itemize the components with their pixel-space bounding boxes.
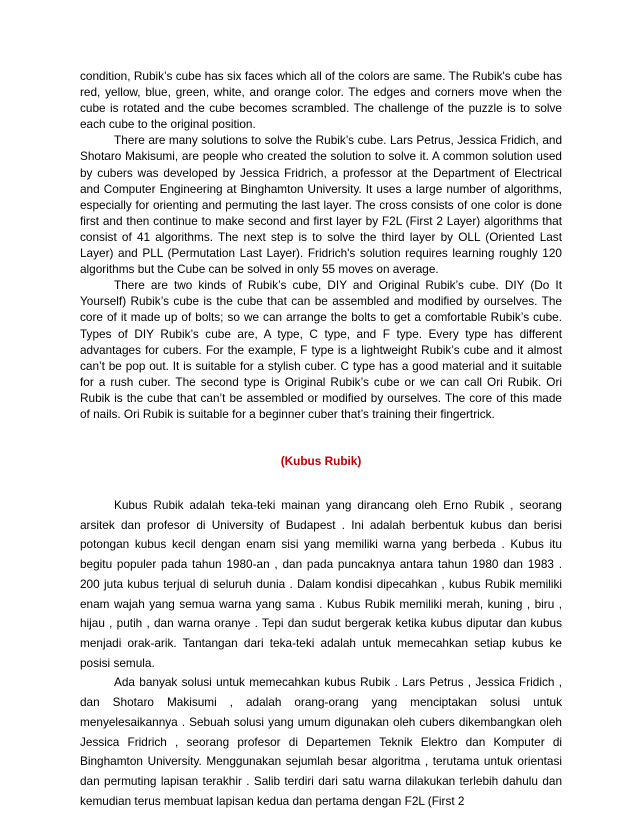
indonesian-section bbox=[80, 496, 562, 811]
document-page bbox=[80, 68, 562, 811]
english-paragraph-2: There are many solutions to solve the Rubik’s cube. Lars Petrus, Jessica Fridich, and Shotaro Makisumi, are people who created the solution to solve it. A common solution used by cubers was developed by Jessica Fridrich, a professor at the Department of Electrical and Computer Engineering at Binghamton University. It uses a large number of algorithms, especially for orienting and permuting the last layer. The cross consists of one color is done first and then continue to make second and first layer by F2L (First 2 Layer) algorithms that consist of 41 algorithms. The next step is to solve the third layer by OLL (Oriented Last Layer) and PLL (Permutation Last Layer). Fridrich's solution requires learning roughly 120 algorithms but the Cube can be solved in only 55 moves on average. bbox=[80, 133, 562, 277]
english-paragraph-3: There are two kinds of Rubik’s cube, DIY and Original Rubik’s cube. DIY (Do It Yourself) Rubik’s cube is the cube that can be assembled and modified by ourselves. The core of it made up of bolts; so we can arrange the bolts to get a comfortable Rubik’s cube. Types of DIY Rubik’s cube are, A type, C type, and F type. Every type has different advantages for cubers. For the example, F type is a lightweight Rubik’s cube and it almost can’t be pop out. It is suitable for a stylish cuber. C type has a good material and it suitable for a rush cuber. The second type is Original Rubik’s cube or we can call Ori Rubik. Ori Rubik is the cube that can’t be assembled or modified by ourselves. The core of this made of nails. Ori Rubik is suitable for a beginner cuber that’s training their fingertrick. bbox=[80, 278, 562, 421]
indonesian-paragraph-1: Kubus Rubik adalah teka-teki mainan yang dirancang oleh Erno Rubik , seorang arsitek dan profesor di University of Budapest . Ini adalah berbentuk kubus dan berisi potongan kubus kecil dengan enam sisi yang memiliki warna yang berbeda . Kubus itu begitu populer pada tahun 1980-an , dan pada puncaknya antara tahun 1980 dan 1983 . 200 juta kubus terjual di seluruh dunia . Dalam kondisi dipecahkan , kubus Rubik memiliki enam wajah yang semua warna yang sama . Kubus Rubik memiliki merah, kuning , biru , hijau , putih , dan warna oranye . Tepi dan sudut bergerak ketika kubus diputar dan kubus menjadi orak-arik. Tantangan dari teka-teki adalah untuk memecahkan setiap kubus ke posisi semula. bbox=[80, 498, 562, 670]
english-paragraph-1: condition, Rubik’s cube has six faces which all of the colors are same. The Rubik's cube has red, yellow, blue, green, white, and orange color. The edges and corners move when the cube is rotated and the cube becomes scrambled. The challenge of the puzzle is to solve each cube to the original position. bbox=[80, 69, 562, 132]
english-section bbox=[80, 68, 562, 422]
indonesian-paragraph-2: Ada banyak solusi untuk memecahkan kubus Rubik . Lars Petrus , Jessica Fridich , dan Shotaro Makisumi , adalah orang-orang yang menciptakan solusi untuk menyelesaikannya . Sebuah solusi yang umum digunakan oleh cubers dikembangkan oleh Jessica Fridrich , seorang profesor di Departemen Teknik Elektro dan Komputer di Binghamton University. Menggunakan sejumlah besar algoritma , terutama untuk orientasi dan permuting lapisan terakhir . Salib terdiri dari satu warna dilakukan terlebih dahulu dan kemudian terus membuat lapisan kedua dan pertama dengan F2L (First 2 bbox=[80, 675, 562, 808]
section-title: (Kubus Rubik) bbox=[280, 454, 362, 469]
